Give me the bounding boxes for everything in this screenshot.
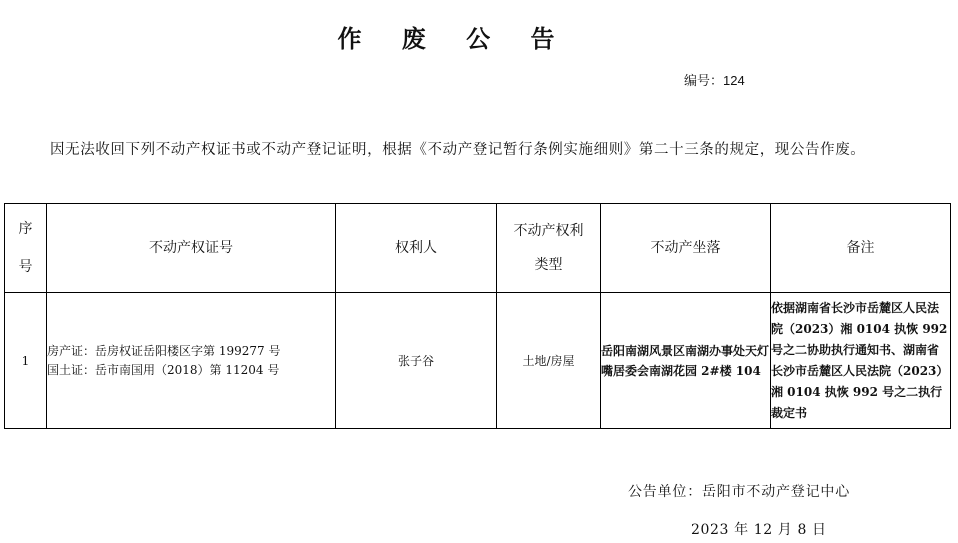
notice-number: 编号：124 — [684, 73, 745, 88]
intro-paragraph: 因无法收回下列不动产权证书或不动产登记证明，根据《不动产登记暂行条例实施细则》第二十三条的规定，现公告作废。 — [50, 142, 866, 158]
cell-location: 岳阳南湖风景区南湖办事处天灯嘴居委会南湖花园 2#楼 104 — [601, 293, 771, 429]
issue-date: 2023 年 12 月 8 日 — [691, 522, 827, 538]
notice-title: 作 废 公 告 — [337, 25, 571, 53]
cell-remarks: 依据湖南省长沙市岳麓区人民法院（2023）湘 0104 执恢 992 号之二协助执行通知书、湖南省长沙市岳麓区人民法院（2023）湘 0104 执恢 992 号之二执行裁定书 — [771, 293, 951, 429]
header-location: 不动产坐落 — [601, 204, 771, 293]
void-certificates-table — [4, 203, 951, 429]
cell-owner: 张子谷 — [336, 293, 497, 429]
cell-cert-no — [47, 293, 336, 429]
header-right-type: 不动产权利类型 — [497, 204, 601, 293]
header-remarks: 备注 — [771, 204, 951, 293]
issuing-unit: 公告单位：岳阳市不动产登记中心 — [628, 484, 850, 500]
table-header-row — [5, 204, 951, 293]
table-row — [5, 293, 951, 429]
header-seq: 序号 — [5, 204, 47, 293]
cert-land-line: 国土证：岳市南国用（2018）第 11204 号 — [47, 362, 280, 377]
header-owner: 权利人 — [336, 204, 497, 293]
cert-house-line: 房产证：岳房权证岳阳楼区字第 199277 号 — [47, 343, 281, 358]
cell-right-type: 土地/房屋 — [497, 293, 601, 429]
cell-seq: 1 — [5, 293, 47, 429]
header-cert-no: 不动产权证号 — [47, 204, 336, 293]
